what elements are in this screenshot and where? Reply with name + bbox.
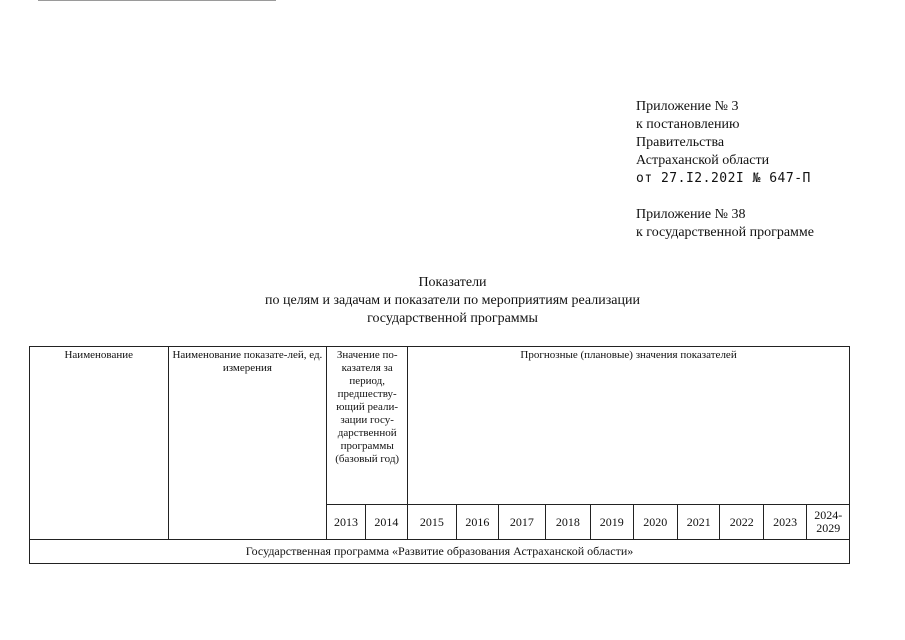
- heading-line1: Показатели: [418, 275, 487, 290]
- attachment-3-line3: Правительства: [636, 135, 725, 150]
- program-row: [30, 540, 850, 564]
- year-cell: 2021: [678, 505, 720, 540]
- year-cell: 2013: [327, 505, 365, 540]
- header-name: Наименование: [30, 347, 169, 540]
- year-cell: 2015: [408, 505, 457, 540]
- year-cell: 2014: [365, 505, 407, 540]
- table-header-row: [30, 347, 850, 505]
- attachment-38-line2: к государственной программе: [636, 225, 814, 240]
- year-cell: 2022: [720, 505, 763, 540]
- year-cell: 2020: [633, 505, 677, 540]
- attachment-3-block: [636, 98, 811, 188]
- year-cell: 2018: [545, 505, 590, 540]
- document-heading: [0, 274, 905, 328]
- program-title-cell: Государственная программа «Развитие образования Астраханской области»: [30, 540, 850, 564]
- attachment-38-block: [636, 206, 814, 242]
- header-indicator: Наименование показате-лей, ед. измерения: [168, 347, 327, 540]
- attachment-3-line2: к постановлению: [636, 117, 740, 132]
- attachment-38-title: Приложение № 38: [636, 207, 746, 222]
- heading-line3: государственной программы: [367, 311, 538, 326]
- attachment-3-title: Приложение № 3: [636, 99, 739, 114]
- header-base-value: Значение по-казателя за период, предшеству-ющий реали-зации госу-дарственной программы (базовый год): [327, 347, 408, 505]
- year-cell: 2016: [456, 505, 498, 540]
- year-cell: 2019: [591, 505, 633, 540]
- header-forecast: Прогнозные (плановые) значения показателей: [408, 347, 850, 505]
- attachment-3-date: от 27.I2.202I № 647-П: [636, 171, 811, 186]
- year-cell: 2017: [499, 505, 546, 540]
- heading-line2: по целям и задачам и показатели по мероприятиям реализации: [265, 293, 640, 308]
- indicators-table: [29, 346, 850, 564]
- attachment-3-line4: Астраханской области: [636, 153, 770, 168]
- year-cell: 2024-2029: [807, 505, 850, 540]
- scan-edge-line: [38, 0, 276, 1]
- year-cell: 2023: [763, 505, 806, 540]
